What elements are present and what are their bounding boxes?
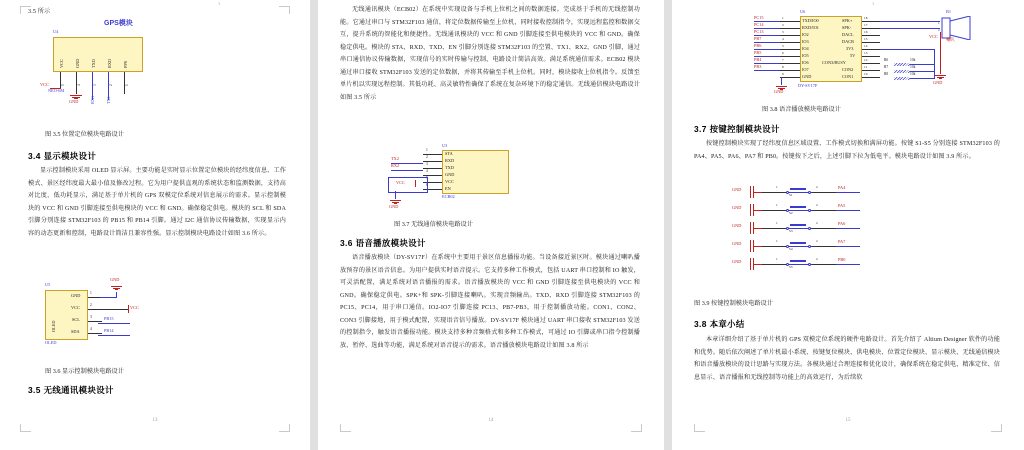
ecb02-pinnum-2: 2 <box>426 155 428 159</box>
ecb02-net-vcc: VCC <box>396 180 405 185</box>
s4-wire-right-blue <box>836 246 860 247</box>
voice-rpinnum-14: 14 <box>864 44 868 48</box>
gps-pinnum-4: 4 <box>77 84 81 86</box>
ecb02-gnd-drop <box>395 191 396 199</box>
s3-terminal-right <box>808 227 811 230</box>
s3-wire-left <box>762 228 786 229</box>
voice-pin-io2: IO2 <box>802 32 809 37</box>
voice-3v3-wire <box>880 49 935 50</box>
figure-3-6-oled-schematic <box>40 277 200 352</box>
figure-3-8-caption: 图 3.8 语音播放模块电路设计 <box>762 106 841 113</box>
voice-rwire-5 <box>862 49 880 50</box>
figure-3-6-caption: 图 3.6 显示控制模块电路设计 <box>45 368 124 375</box>
gps-pin-gnd: GND <box>75 58 80 68</box>
ecb02-pinnum-5: 5 <box>426 176 428 180</box>
voice-rpinnum-11: 11 <box>864 65 868 69</box>
ecb02-pinnum-4: 4 <box>426 169 428 173</box>
s4-net-gnd: GND <box>732 241 742 246</box>
s2-pinnum-2: 2 <box>816 203 818 207</box>
voice-net-pb6: PB6 <box>754 43 762 48</box>
voice-net-gnd: GND <box>774 89 784 94</box>
figure-3-8-voice-schematic <box>694 8 1020 94</box>
oled-wire-4b <box>98 335 130 336</box>
figure-3-9-buttons-schematic <box>732 186 932 294</box>
switch-row-s3 <box>732 222 922 240</box>
voice-net-pb4: PB4 <box>754 57 762 62</box>
voice-rpinnum-17: 17 <box>864 23 868 27</box>
heading-3-7: 3.7 按键控制模块设计 <box>694 124 780 134</box>
paragraph-3-4: 显示控制模块采用 OLED 显示屏。主要功能是实时显示位置定位模块的经纬度信息、工作模式、景区经纬度最大最小值及修改过程。它为用户提供直观的系统状态和监测数据，支持高对比度、低功耗显示，满足基于单片机的 GPS 双模定位系统对信息展示的需求。显示控制模块的 VCC 和 GND 引脚连接至供电模块的 VCC 和 GND。确保稳定供电。模块的 SCL 和 SDA 引脚分别连接 STM32F103 的 PB15 和 PB14 引脚。通过 I2C 通信协议传输数据，实现显示内容的动态更新和控制，电路设计简洁且兼容性强。显示控制模块电路设计如图 3.6 所示。 <box>28 168 286 237</box>
voice-lwire-6 <box>780 56 800 57</box>
voice-pin-3v3: 3V3 <box>846 46 854 51</box>
crop-mark-br-right <box>991 424 1002 432</box>
s1-wire-right-blue <box>836 192 860 193</box>
document-page-14[interactable] <box>318 0 664 450</box>
oled-net-pb15: PB15 <box>104 316 114 321</box>
figure-3-5-gps-schematic <box>28 18 286 123</box>
page-gutter-1 <box>310 0 318 450</box>
resistor-r8-val: 10k <box>910 72 916 76</box>
heading-3-4: 3.4 显示模块设计 <box>28 151 97 161</box>
switch-row-s5 <box>732 258 922 276</box>
ecb02-vcc-box <box>388 177 428 193</box>
ecb02-pinnum-3: 3 <box>426 162 428 166</box>
figure-3-7-ecb02-schematic <box>373 144 573 214</box>
oled-pinnum-2: 2 <box>90 303 92 307</box>
gps-pin-pps: PPS <box>123 60 128 68</box>
voice-rwire-7 <box>862 63 880 64</box>
voice-rpinnum-13: 13 <box>864 51 868 55</box>
voice-pin-io6: IO6 <box>802 60 809 65</box>
s2-pinnum-1: 1 <box>776 203 778 207</box>
designator-u6: U6 <box>800 9 806 14</box>
oled-pin-sda: SDA <box>71 329 80 334</box>
voice-lpinnum-3: 3 <box>782 30 784 34</box>
ecb02-pin-sta: STA <box>445 151 453 156</box>
voice-rpinnum-10: 10 <box>864 72 868 76</box>
s3-button-cap <box>790 224 806 226</box>
voice-pin-con1: CON1 <box>842 74 854 79</box>
voice-r7-right <box>910 71 935 72</box>
ecb02-pin-en: EN <box>445 186 451 191</box>
ecb02-pin-vcc: VCC <box>445 179 454 184</box>
continued-text: 3.5 所示 <box>28 9 51 15</box>
s3-pinnum-1: 1 <box>776 221 778 225</box>
s5-ref: S5 <box>789 265 793 269</box>
s1-terminal-right <box>808 191 811 194</box>
document-page-13[interactable] <box>0 0 310 450</box>
paragraph-3-8: 本章详细介绍了基于单片机的 GPS 双模定位系统的硬件电路设计。首先介绍了 Altium Designer 软件的功能和优势。随后依次阐述了单片机最小系统、按键复位模块、供电模块、位置定位模块、显示模块、无线通信模块和语音播放模块的设计思路与实现方法。各模块通过合理连接和优化设计，确保系统在稳定供电、精准定位、信息显示、语音播报和无线控制等功能上的高效运行，为后续软 <box>694 337 1000 381</box>
page-number-15: 15 <box>845 418 851 423</box>
oled-pin-scl: SCL <box>72 317 80 322</box>
crop-mark-br <box>279 424 290 432</box>
voice-lpinnum-2: 2 <box>782 23 784 27</box>
s5-pinnum-1: 1 <box>776 257 778 261</box>
voice-gnd-drop <box>781 77 782 85</box>
s5-wire-left <box>762 264 786 265</box>
ecb02-pinnum-6: 6 <box>426 183 428 187</box>
designator-b1: B1 <box>946 9 952 14</box>
voice-pin-con2: CON2 <box>842 67 854 72</box>
voice-net-vcc: VCC <box>929 34 938 39</box>
voice-pin-spk-minus: SPK- <box>842 25 852 30</box>
voice-spk-minus-wire <box>880 28 940 29</box>
crop-mark-bl <box>20 424 31 432</box>
crop-mark-bl-mid <box>340 424 351 432</box>
voice-lwire-4 <box>780 42 800 43</box>
s1-net-pa4: PA4 <box>838 185 846 190</box>
resistor-r7-ref: R7 <box>884 65 889 69</box>
ecb02-pinnum-1: 1 <box>426 148 428 152</box>
voice-net-pc15: PC15 <box>754 15 764 20</box>
voice-rwire-8 <box>862 70 880 71</box>
s5-net-gnd: GND <box>732 259 742 264</box>
oled-net-vcc: VCC <box>130 305 139 310</box>
oled-gnd-symbol <box>111 285 122 291</box>
s4-wire-left <box>762 246 786 247</box>
figure-3-7-caption: 图 3.7 无线通信模块电路设计 <box>394 221 473 228</box>
s4-pinnum-1: 1 <box>776 239 778 243</box>
ecb02-net-gnd: GND <box>389 204 399 209</box>
voice-rwire-9 <box>862 77 880 78</box>
gps-net-tx1: TX1 <box>106 96 111 104</box>
resistor-r8 <box>894 77 910 80</box>
voice-net-pb7: PB7 <box>754 36 762 41</box>
heading-3-6: 3.6 语音播放模块设计 <box>340 238 426 248</box>
oled-wire-4 <box>88 333 102 334</box>
oled-gnd-drop <box>116 292 117 298</box>
voice-rwire-1 <box>862 21 880 22</box>
s1-pinnum-1: 1 <box>776 185 778 189</box>
page-top-marker-mid: 3 <box>522 1 525 6</box>
s5-wire-right-blue <box>836 264 860 265</box>
voice-part-name: DY-SV17F <box>798 83 818 88</box>
voice-pin-dacr: DACR <box>842 39 854 44</box>
voice-lwire-7 <box>780 63 800 64</box>
document-page-15[interactable] <box>672 0 1024 450</box>
ecb02-net-rx2: RX2 <box>391 163 400 168</box>
s1-pinnum-2: 2 <box>816 185 818 189</box>
oled-part-name: OLED <box>45 340 57 345</box>
oled-wire-2 <box>88 309 128 310</box>
switch-row-s1 <box>732 186 922 204</box>
ecb02-part-name: ECB02 <box>442 194 455 199</box>
voice-rwire-2 <box>862 28 880 29</box>
s4-ref: S4 <box>789 247 793 251</box>
s1-button-cap <box>790 188 806 190</box>
paragraph-3-6: 语音播放模块（DY-SV17F）在系统中主要用于景区信息播报功能。当设备接近景区时。模块通过喇叭播放预存的景区语音信息。为用户提供实时语音提示。它支持多种工作模式，包括 UART 串口控制和 IO 触发，可灵活配置，满足系统对语音播报的需求。语音播放模块的 VCC 和 GND 引脚连接至供电模块的 VCC 和 GND。确保稳定供电。SPK+和 SPK-引脚连接喇叭。实现音频输出。TXD、RXD 引脚连接 STM32F103 的 PC15、PC14，用于串口通信。IO2-IO7 引脚连接 PC13、PB7-PB3，用于控制播放功能。CON1、CON2、CON3 引脚接地，用于模式配置，实现语音信号播放。DY-SV17F 模块通过 UART 串口接收 STM32F103 发送的控制指令，触发语音播报功能。模块支持多种音频格式和多种工作模式，可通过 IO 引脚或串口指令控制播放、暂停、选曲等功能，满足系统对语音提示的需求。语音播放模块电路设计如图 3.8 所示 <box>340 255 640 349</box>
voice-rpinnum-16: 16 <box>864 30 868 34</box>
voice-rwire-6 <box>862 56 880 57</box>
gps-net-vcc: VCC <box>40 82 49 87</box>
s5-pinnum-2: 2 <box>816 257 818 261</box>
gps-pinnum-3: 3 <box>93 84 97 86</box>
voice-r6-right <box>910 64 935 65</box>
s2-wire-left <box>762 210 786 211</box>
heading-3-5: 3.5 无线通讯模块设计 <box>28 385 114 395</box>
voice-lpinnum-8: 8 <box>782 65 784 69</box>
voice-pin-con3-busy: CON3/BUSY <box>822 60 846 65</box>
voice-r8-right <box>910 78 935 79</box>
s1-wire-left <box>762 192 786 193</box>
page-top-marker: 3 <box>218 1 221 6</box>
voice-rpinnum-15: 15 <box>864 37 868 41</box>
voice-pin-dacl: DACL <box>842 32 854 37</box>
voice-rwire-4 <box>862 42 880 43</box>
voice-lwire-8 <box>780 70 800 71</box>
s2-ref: S2 <box>789 211 793 215</box>
oled-chip-body <box>45 290 88 340</box>
voice-pin-spk-plus: SPK+ <box>842 18 853 23</box>
gps-pinnum-1: 1 <box>125 84 129 86</box>
s4-pinnum-2: 2 <box>816 239 818 243</box>
designator-u4: U4 <box>53 29 59 34</box>
oled-pinnum-3: 3 <box>90 315 92 319</box>
oled-pinnum-4: 4 <box>90 327 92 331</box>
speaker-pinnum-2: 2 <box>938 28 940 32</box>
gps-pin-txd: TXD <box>91 59 96 68</box>
gps-wire-pps <box>124 72 125 94</box>
s2-button-cap <box>790 206 806 208</box>
voice-net-gnd-right: GND <box>933 80 943 85</box>
page-top-marker-right: 3 <box>872 1 875 6</box>
s5-terminal-right <box>808 263 811 266</box>
voice-lpinnum-4: 4 <box>782 37 784 41</box>
oled-vcc-tick <box>128 305 129 313</box>
gps-pinnum-5: 5 <box>61 84 65 86</box>
s4-terminal-right <box>808 245 811 248</box>
s2-net-pa5: PA5 <box>838 203 846 208</box>
s4-button-cap <box>790 242 806 244</box>
oled-pin-gnd: GND <box>71 293 81 298</box>
voice-pin-io3: IO3 <box>802 39 809 44</box>
resistor-r6-val: 10k <box>910 58 916 62</box>
speaker-label: 喇叭 <box>946 37 955 42</box>
gps-net-gnd: GND <box>69 99 79 104</box>
voice-rpinnum-18: 18 <box>864 16 868 20</box>
voice-lwire-9 <box>780 77 800 78</box>
voice-pin-gnd: GND <box>802 74 812 79</box>
s3-ref: S3 <box>789 229 793 233</box>
oled-side-label: OLED <box>51 320 56 332</box>
gps-pin-vcc: VCC <box>59 59 64 68</box>
s1-ref: S1 <box>789 193 793 197</box>
voice-lpinnum-1: 1 <box>782 16 784 20</box>
ecb02-net-rx2-wire <box>391 170 423 171</box>
voice-pin-io5: IO5 <box>802 53 809 58</box>
s5-button-cap <box>790 260 806 262</box>
voice-pin-txd-io0: TXD/IO0 <box>802 18 819 23</box>
voice-lwire-5 <box>780 49 800 50</box>
heading-3-8: 3.8 本章小结 <box>694 319 745 329</box>
voice-lwire-1 <box>780 21 800 22</box>
voice-pin-io7: IO7 <box>802 67 809 72</box>
voice-lwire-3 <box>780 35 800 36</box>
voice-lpinnum-9: 9 <box>782 72 784 76</box>
voice-rpinnum-12: 12 <box>864 58 868 62</box>
gps-chip-body <box>53 37 143 72</box>
oled-net-gnd: GND <box>110 277 120 282</box>
crop-mark-bl-right <box>694 424 705 432</box>
voice-lwire-2 <box>780 28 800 29</box>
oled-pin-vcc: VCC <box>71 305 80 310</box>
switch-row-s2 <box>732 204 922 222</box>
oled-wire-3b <box>98 323 130 324</box>
switch-row-s4 <box>732 240 922 258</box>
voice-lpinnum-6: 6 <box>782 51 784 55</box>
voice-pin-rxd-io1: RXD/IO1 <box>802 25 819 30</box>
ecb02-pin-txd: TXD <box>445 165 454 170</box>
voice-lpinnum-7: 7 <box>782 58 784 62</box>
resistor-r6 <box>894 63 910 66</box>
gps-net-rx1: RX1 <box>90 95 95 104</box>
gps-pinnum-2: 2 <box>109 84 113 86</box>
ecb02-pin-rxd: RXD <box>445 158 455 163</box>
speaker-pinnum-1: 1 <box>938 21 940 25</box>
oled-wire-1b <box>100 297 116 298</box>
page-number-14: 14 <box>488 418 494 423</box>
gps-part-name: NEO-6M <box>48 88 65 93</box>
s3-net-pa6: PA6 <box>838 221 846 226</box>
ecb02-pin-gnd: GND <box>445 172 455 177</box>
oled-net-pb14: PB14 <box>104 328 114 333</box>
s3-net-gnd: GND <box>732 223 742 228</box>
crop-mark-br-mid <box>631 424 642 432</box>
s3-pinnum-2: 2 <box>816 221 818 225</box>
figure-3-5-caption: 图 3.5 位置定位模块电路设计 <box>45 131 124 138</box>
voice-pin-5v: 5V <box>850 53 856 58</box>
gps-wire-gnd <box>76 72 77 94</box>
paragraph-3-5: 无线通讯模块（ECB02）在系统中实现设备与手机上位机之间的数据连接。完成基于手机的无线控制功能。它通过串口与 STM32F103 通信，将定位数据传输至上位机，同时接收控制指令，实现远程监控和数据交互，提升系统的智能化和便捷性。无线通讯模块的 VCC 和 GND 引脚连接至供电模块的 VCC 和 GND。确保稳定供电。模块的 STA、RXD、TXD、EN 引脚分别连接 STM32F103 的空置、TX1、RX2、GND 引脚，通过串口通信协议传输数据，实现信号的实时传输与控制，电路设计简洁高效。满足系统通信需求。ECB02 模块通过串口接收 STM32F103 发送的定位数据，并将其传输至手机上位机。同时，模块接收上位机指令。反馈至单片机以实现远程控制。其低功耗、高灵敏特性确保了系统在复杂环境下的稳定通信。无线通信模块电路设计如图 3.5 所示 <box>340 7 640 101</box>
resistor-r7 <box>894 70 910 73</box>
resistor-r8-ref: R8 <box>884 72 889 76</box>
designator-u5: U5 <box>45 282 51 287</box>
s5-net-pb0: PB0 <box>838 257 846 262</box>
ecb02-net-tx2: TX2 <box>391 156 399 161</box>
figure-3-9-caption: 图 3.9 按键控制模块电路设计 <box>694 300 773 307</box>
gps-module-title: GPS模块 <box>104 20 133 27</box>
voice-net-pb5: PB5 <box>754 50 762 55</box>
gps-pin-rxd: RXD <box>107 58 112 68</box>
designator-u3: U3 <box>442 143 448 148</box>
oled-pinnum-1: 1 <box>90 291 92 295</box>
page-gutter-2 <box>664 0 672 450</box>
voice-lpinnum-5: 5 <box>782 44 784 48</box>
s2-terminal-right <box>808 209 811 212</box>
voice-net-pc13: PC13 <box>754 29 764 34</box>
resistor-r6-ref: R6 <box>884 58 889 62</box>
s2-wire-right-blue <box>836 210 860 211</box>
page-number-13: 13 <box>152 418 158 423</box>
voice-net-pb3: PB3 <box>754 64 762 69</box>
s4-net-pa7: PA7 <box>838 239 846 244</box>
resistor-r7-val: 10k <box>910 65 916 69</box>
s3-wire-right-blue <box>836 228 860 229</box>
voice-net-pc14: PC14 <box>754 22 764 27</box>
paragraph-3-7: 按键控制模块实现了经纬度信息区域设置、工作模式切换和满屏功能。按键 S1-S5 分别连接 STM32F103 的 PA4、PA5、PA6、PA7 和 PB0。按键按下之后，上述引脚下拉为低电平。模块电路设计如图 3.9 所示。 <box>694 141 1000 160</box>
s2-net-gnd: GND <box>732 205 742 210</box>
ecb02-vcc-tick <box>415 180 416 187</box>
voice-rwire-3 <box>862 35 880 36</box>
voice-pin-io4: IO4 <box>802 46 809 51</box>
s1-net-gnd: GND <box>732 187 742 192</box>
voice-net-pb3-wire <box>754 70 780 71</box>
oled-wire-3 <box>88 321 102 322</box>
voice-spk-plus-wire <box>880 21 940 22</box>
